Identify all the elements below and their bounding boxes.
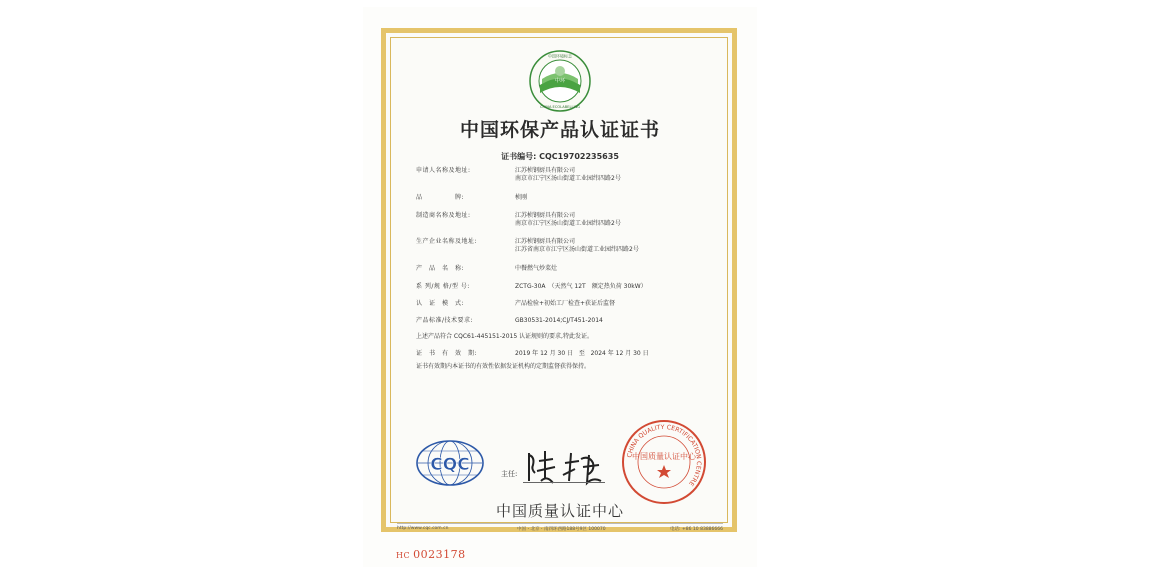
field-value-line: 南京市江宁区汤山街道工业园纬四路2号 [515,220,621,227]
field-label: 申请人名称及地址: [416,167,471,174]
seal-inner-text: 中国质量认证中心 [632,452,696,461]
eco-logo-top-text: 中国环境标志 [548,53,572,59]
field-label: 认 证 模 式: [416,300,465,307]
field-label: 制造商名称及地址: [416,212,471,219]
director-signature [523,445,605,487]
certificate-footer [397,523,723,534]
field-value-line: 江苏省南京市江宁区汤山街道工业园纬四路2号 [515,246,639,253]
field-value-line: 江苏桢钢厨具有限公司 [515,167,576,174]
field-label: 系 列/规 格/型 号: [416,283,470,290]
china-ecolabelling-logo [528,49,592,113]
director-label: 主任: [501,470,518,478]
field-value: GB30531-2014;CJ/T451-2014 [515,317,603,324]
eco-logo-inner-text: 中环 [554,78,566,84]
field-label: 产 品 名 称: [416,265,465,272]
certificate-number [363,151,757,162]
field-value: ZCTG-30A （天然气 12T 额定热负荷 30kW） [515,283,647,290]
field-value [515,238,725,254]
footer-phone: 电话: +86 10 83886666 [670,527,723,532]
seal-ring-text: CHINA QUALITY CERTIFICATION CENTRE [626,423,703,488]
cqc-logo-text: CQC [430,455,470,475]
field-value-line: 南京市江宁区汤山街道工业园纬四路2号 [515,175,621,182]
certificate-page [363,7,757,567]
serial-number [396,548,466,561]
field-label: 生产企业名称及地址: [416,238,478,245]
cqc-official-seal [621,419,707,505]
signature-line [523,482,605,483]
conformity-statement: 上述产品符合 CQC61-445151-2015 认证规则的要求,特此发证。 [416,333,593,340]
field-label: 证 书 有 效 期: [416,350,478,357]
certificate-number-value: CQC19702235635 [539,152,619,161]
field-value [515,350,725,358]
validity-from: 2019 年 12 月 30 日 [515,350,574,357]
certificate-title: 中国环保产品认证证书 [459,119,660,141]
issuing-organization: 中国质量认证中心 [495,502,624,520]
cqc-logo [415,439,485,487]
serial-prefix: HC [396,551,411,560]
footer-website: http://www.cqc.com.cn [397,526,449,531]
validity-to: 2024 年 12 月 30 日 [590,350,649,357]
field-value-line: 江苏桢钢厨具有限公司 [515,238,576,245]
footer-address: 中国・北京・南四环西路188号9区 100070 [517,527,606,532]
certificate-number-label: 证书编号: [501,152,537,161]
field-value [515,212,725,228]
field-value: 产品检验+初始工厂检查+获证后监督 [515,300,616,307]
field-value-line: 江苏桢钢厨具有限公司 [515,212,576,219]
field-value: 中餐燃气炒菜灶 [515,265,558,272]
field-value [515,167,725,183]
validity-sep: 至 [578,350,585,357]
validity-note: 证书有效期内本证书的有效性依据发证机构的定期监督获得保持。 [416,363,591,370]
field-label: 品 牌: [416,194,465,201]
eco-logo-bottom-text: CHINA ECOLABELLING [540,105,580,109]
field-label: 产品标准/技术要求: [416,317,474,324]
field-value: 桢刚 [515,194,528,201]
serial-value: 0023178 [413,548,466,561]
